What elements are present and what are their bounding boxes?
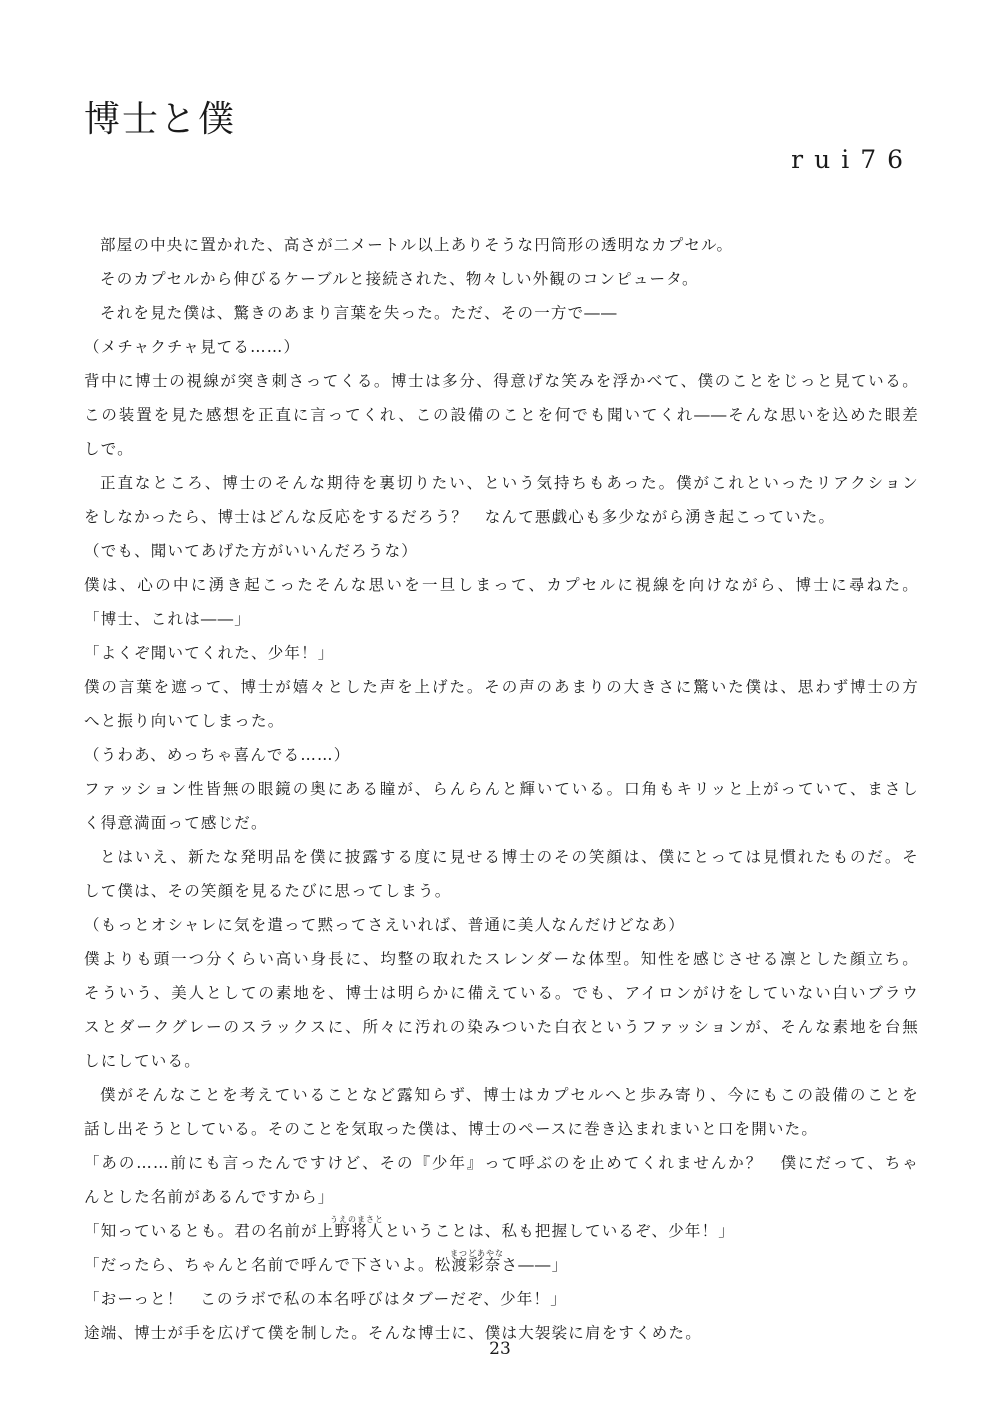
author-name: rui76 (791, 145, 914, 174)
paragraph-line: く得意満面って感じだ。 (84, 814, 268, 832)
ruby-annotation: まつどあやな (450, 1249, 504, 1258)
paragraph-line: 僕よりも頭一つ分くらい高い身長に、均整の取れたスレンダーな体型。知性を感じさせる凛とした顔立ち。 (84, 950, 919, 968)
thought-line: （もっとオシャレに気を遣って黙ってさえいれば、普通に美人なんだけどなあ） (84, 916, 685, 934)
dialogue-line: 「よくぞ聞いてくれた、少年！」 (84, 644, 335, 662)
dialogue-line: 「博士、これは――」 (84, 610, 252, 628)
page-number: 23 (489, 1339, 511, 1359)
dialogue-line: んとした名前があるんですから」 (84, 1188, 335, 1206)
story-body (84, 228, 919, 1350)
paragraph-line: 話し出そうとしている。そのことを気取った僕は、博士のペースに巻き込まれまいと口を開いた。 (84, 1120, 819, 1138)
paragraph-line: 僕は、心の中に湧き起こったそんな思いを一旦しまって、カプセルに視線を向けながら、博士に尋ねた。 (84, 576, 919, 594)
story-title: 博士と僕 (84, 99, 237, 140)
paragraph-line: して僕は、その笑顔を見るたびに思ってしまう。 (84, 882, 452, 900)
paragraph-line: とはいえ、新たな発明品を僕に披露する度に見せる博士のその笑顔は、僕にとっては見慣れたものだ。そ (100, 848, 919, 866)
thought-line: （メチャクチャ見てる……） (84, 338, 301, 356)
paragraph-line: へと振り向いてしまった。 (84, 712, 285, 730)
paragraph-line: しで。 (84, 440, 134, 458)
paragraph-line: それを見た僕は、驚きのあまり言葉を失った。ただ、その一方で―― (100, 304, 618, 322)
paragraph-line: 僕がそんなことを考えていることなど露知らず、博士はカプセルへと歩み寄り、今にもこの設備のことを (100, 1086, 919, 1104)
paragraph-line: しにしている。 (84, 1052, 201, 1070)
paragraph-line: そういう、美人としての素地を、博士は明らかに備えている。でも、アイロンがけをしていない白いブラウ (84, 984, 919, 1002)
paragraph-line: 僕の言葉を遮って、博士が嬉々とした声を上げた。その声のあまりの大きさに驚いた僕は、思わず博士の方 (84, 678, 919, 696)
dialogue-line-with-ruby (84, 1214, 919, 1248)
paragraph-line: そのカプセルから伸びるケーブルと接続された、物々しい外観のコンピュータ。 (100, 270, 699, 288)
dialogue-line-with-ruby (84, 1248, 919, 1282)
dialogue-line: 「あの……前にも言ったんですけど、その『少年』って呼ぶのを止めてくれませんか？ 僕にだって、ちゃ (84, 1154, 919, 1172)
paragraph-line: この装置を見た感想を正直に言ってくれ、この設備のことを何でも聞いてくれ――そんな思いを込めた眼差 (84, 406, 919, 424)
ruby-annotation: うえのまさと (330, 1215, 384, 1224)
paragraph-line: 部屋の中央に置かれた、高さが二メートル以上ありそうな円筒形の透明なカプセル。 (100, 236, 734, 254)
dialogue-line: 「おーっと！ このラボで私の本名呼びはタブーだぞ、少年！」 (84, 1290, 567, 1308)
dialogue-text: 「知っているとも。君の名前が上野将人ということは、私も把握しているぞ、少年！」 (84, 1222, 735, 1240)
thought-line: （うわあ、めっちゃ喜んでる……） (84, 746, 351, 764)
thought-line: （でも、聞いてあげた方がいいんだろうな） (84, 542, 419, 560)
paragraph-line: ファッション性皆無の眼鏡の奥にある瞳が、らんらんと輝いている。口角もキリッと上がっていて、まさし (84, 780, 919, 798)
paragraph-line: 正直なところ、博士のそんな期待を裏切りたい、という気持ちもあった。僕がこれといったリアクション (100, 474, 919, 492)
dialogue-text: 「だったら、ちゃんと名前で呼んで下さいよ。松渡彩奈さ――」 (84, 1256, 569, 1274)
paragraph-line: 途端、博士が手を広げて僕を制した。そんな博士に、僕は大袈裟に肩をすくめた。 (84, 1324, 702, 1342)
paragraph-line: をしなかったら、博士はどんな反応をするだろう？ なんて悪戯心も多少ながら湧き起こっていた。 (84, 508, 836, 526)
paragraph-line: 背中に博士の視線が突き刺さってくる。博士は多分、得意げな笑みを浮かべて、僕のことをじっと見ている。 (84, 372, 919, 390)
paragraph-line: スとダークグレーのスラックスに、所々に汚れの染みついた白衣というファッションが、そんな素地を台無 (84, 1018, 919, 1036)
